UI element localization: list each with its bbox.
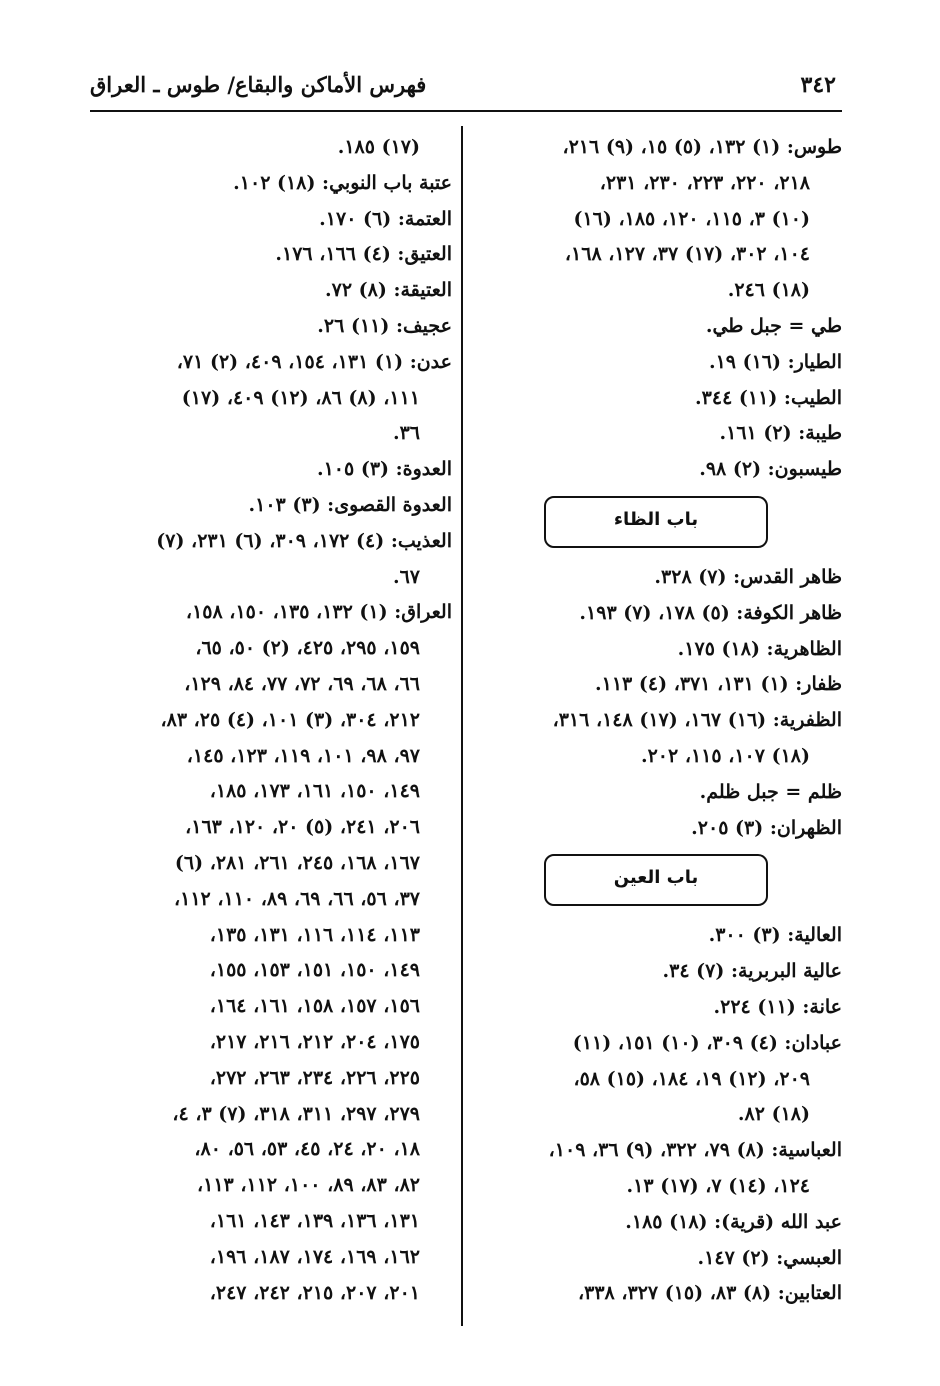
index-entry-continuation: ١١٣، ١١٤، ١١٦، ١٣١، ١٣٥، xyxy=(209,923,420,946)
index-entry: الظاهرية: (١٨) ١٧٥. xyxy=(677,637,842,660)
index-entry-continuation: ٢٠٦، ٢٤١، (٥) ٢٠، ١٢٠، ١٦٣، xyxy=(185,816,420,839)
index-entry: عالية البربرية: (٧) ٣٤. xyxy=(662,960,842,983)
index-entry: العتابين: (٨) ٨٣، (١٥) ٣٢٧، ٣٣٨، xyxy=(577,1282,842,1305)
index-entry: ظفار: (١) ١٣١، ٣٧١، (٤) ١١٣. xyxy=(595,673,842,696)
index-entry: الطيار: (١٦) ١٩. xyxy=(708,350,842,373)
index-entry: العراق: (١) ١٣٢، ١٣٥، ١٥٠، ١٥٨، xyxy=(185,601,452,624)
index-entry-continuation: (١٠) ٣، ١١٥، ١٢٠، ١٨٥، (١٦) xyxy=(573,207,810,230)
index-entry: العباسية: (٨) ٧٩، ٣٢٢، (٩) ٣٦، ١٠٩، xyxy=(548,1139,842,1162)
index-entry: عجيف: (١١) ٢٦. xyxy=(317,314,452,337)
index-entry-continuation: ٩٧، ٩٨، ١٠١، ١١٩، ١٢٣، ١٤٥، xyxy=(186,744,420,767)
index-entry: ظاهر القدس: (٧) ٣٢٨. xyxy=(654,565,842,588)
column-divider xyxy=(461,126,463,1326)
page-header xyxy=(90,60,842,112)
index-entry-continuation: ١٧٥، ٢٠٤، ٢١٢، ٢١٦، ٢١٧، xyxy=(209,1030,420,1053)
index-entry: الظفرية: (١٦) ١٦٧، (١٧) ١٤٨، ٣١٦، xyxy=(552,709,842,732)
index-entry-continuation: ٢٠٩، (١٢) ١٩، ١٨٤، (١٥) ٥٨، xyxy=(573,1067,810,1090)
index-entry: الطيب: (١١) ٣٤٤. xyxy=(695,386,842,409)
index-entry-continuation: ١٥٩، ٢٩٥، ٤٢٥، (٢) ٥٠، ٦٥، xyxy=(195,637,420,660)
index-entry-continuation: ٣٦. xyxy=(392,422,420,445)
index-entry-continuation: ١٥٦، ١٥٧، ١٥٨، ١٦١، ١٦٤، xyxy=(209,995,420,1018)
index-entry: ظلم = جبل ظلم. xyxy=(699,780,842,803)
index-entry: العدوة: (٣) ١٠٥. xyxy=(316,458,452,481)
index-entry-continuation: ٢١٨، ٢٢٠، ٢٢٣، ٢٣٠، ٢٣١، xyxy=(599,171,810,194)
index-entry: العبسي: (٢) ١٤٧. xyxy=(697,1246,842,1269)
index-entry: العتمة: (٦) ١٧٠. xyxy=(319,207,452,230)
right-column xyxy=(470,130,842,1312)
index-entry: طي = جبل طي. xyxy=(705,314,842,337)
section-heading-zah: باب الظاء xyxy=(544,496,768,548)
index-entry: عبادان: (٤) ٣٠٩، (١٠) ١٥١، (١١) xyxy=(572,1031,842,1054)
index-entry-continuation: ١١١، (٨) ٨٦، (١٢) ٤٠٩، (١٧) xyxy=(181,386,420,409)
index-entry-continuation: (١٨) ١٠٧، ١١٥، ٢٠٢. xyxy=(640,744,810,767)
index-entry-continuation: ١٦٧، ١٦٨، ٢٤٥، ٢٦١، ٢٨١، (٦) xyxy=(174,851,420,874)
index-entry-continuation: (١٧) ١٨٥. xyxy=(337,136,420,158)
index-entry-continuation: ٣٧، ٥٦، ٦٦، ٦٩، ٨٩، ١١٠، ١١٢، xyxy=(174,887,420,910)
index-entry-continuation: (١٨) ٢٤٦. xyxy=(727,279,810,302)
index-entry: عانة: (١١) ٢٢٤. xyxy=(713,995,842,1018)
page-number: ٣٤٢ xyxy=(800,72,836,98)
index-entry-continuation: ٨٢، ٨٣، ٨٩، ١٠٠، ١١٢، ١١٣، xyxy=(196,1174,420,1197)
section-heading-wrap xyxy=(470,846,842,918)
index-entry: عدن: (١) ١٣١، ١٥٤، ٤٠٩، (٢) ٧١، xyxy=(176,350,452,373)
index-entry: العدوة القصوى: (٣) ١٠٣. xyxy=(248,493,452,516)
index-entry-continuation: ٢١٢، ٣٠٤، (٣) ١٠١، (٤) ٢٥، ٨٣، xyxy=(160,708,420,731)
section-heading-wrap xyxy=(470,488,842,560)
index-entry-continuation: ٢٠١، ٢٠٧، ٢١٥، ٢٤٢، ٢٤٧، xyxy=(209,1281,420,1304)
left-column xyxy=(90,130,452,1311)
index-entry: عبد الله (قرية): (١٨) ١٨٥. xyxy=(625,1210,842,1233)
index-entry: عتبة باب النوبي: (١٨) ١٠٢. xyxy=(233,171,452,194)
index-entry: طيبة: (٢) ١٦١. xyxy=(719,422,842,445)
index-entry-continuation: (١٨) ٨٢. xyxy=(737,1103,810,1126)
index-entry-continuation: ٢٢٥، ٢٢٦، ٢٣٤، ٢٦٣، ٢٧٢، xyxy=(209,1066,420,1089)
section-heading-ayn: باب العين xyxy=(544,854,768,906)
index-entry: العالية: (٣) ٣٠٠. xyxy=(708,924,842,947)
index-entry: الظهران: (٣) ٢٠٥. xyxy=(691,816,842,839)
index-entry: طيسبون: (٢) ٩٨. xyxy=(699,458,842,481)
index-entry-continuation: ١٢٤، (١٤) ٧، (١٧) ١٣. xyxy=(626,1174,810,1197)
index-entry: العتيق: (٤) ١٦٦، ١٧٦. xyxy=(275,243,452,266)
index-entry-continuation: ٢٧٩، ٢٩٧، ٣١١، ٣١٨، (٧) ٣، ٤، xyxy=(172,1102,420,1125)
index-entry: العذيب: (٤) ١٧٢، ٣٠٩، (٦) ٢٣١، (٧) xyxy=(156,529,452,552)
index-entry-continuation: ١٠٤، ٣٠٢، (١٧) ٣٧، ١٢٧، ١٦٨، xyxy=(564,243,810,266)
index-entry-continuation: ١٣١، ١٣٦، ١٣٩، ١٤٣، ١٦١، xyxy=(209,1209,420,1232)
index-entry-continuation: ١٨، ٢٠، ٢٤، ٤٥، ٥٣، ٥٦، ٨٠، xyxy=(194,1138,420,1161)
index-entry-continuation: ١٤٩، ١٥٠، ١٥١، ١٥٣، ١٥٥، xyxy=(209,959,420,982)
index-entry: العتيقة: (٨) ٧٢. xyxy=(325,279,452,302)
index-entry-continuation: ٦٧. xyxy=(392,565,420,588)
index-entry-continuation: ٦٦، ٦٨، ٦٩، ٧٢، ٧٧، ٨٤، ١٢٩، xyxy=(184,672,420,695)
index-entry: طوس: (١) ١٣٢، (٥) ١٥، (٩) ٢١٦، xyxy=(562,136,842,158)
index-entry: ظاهر الكوفة: (٥) ١٧٨، (٧) ١٩٣. xyxy=(579,601,842,624)
running-title: فهرس الأماكن والبقاع/ طوس ـ العراق xyxy=(90,72,427,97)
index-entry-continuation: ١٤٩، ١٥٠، ١٦١، ١٧٣، ١٨٥، xyxy=(209,780,420,803)
index-entry-continuation: ١٦٢، ١٦٩، ١٧٤، ١٨٧، ١٩٦، xyxy=(209,1245,420,1268)
